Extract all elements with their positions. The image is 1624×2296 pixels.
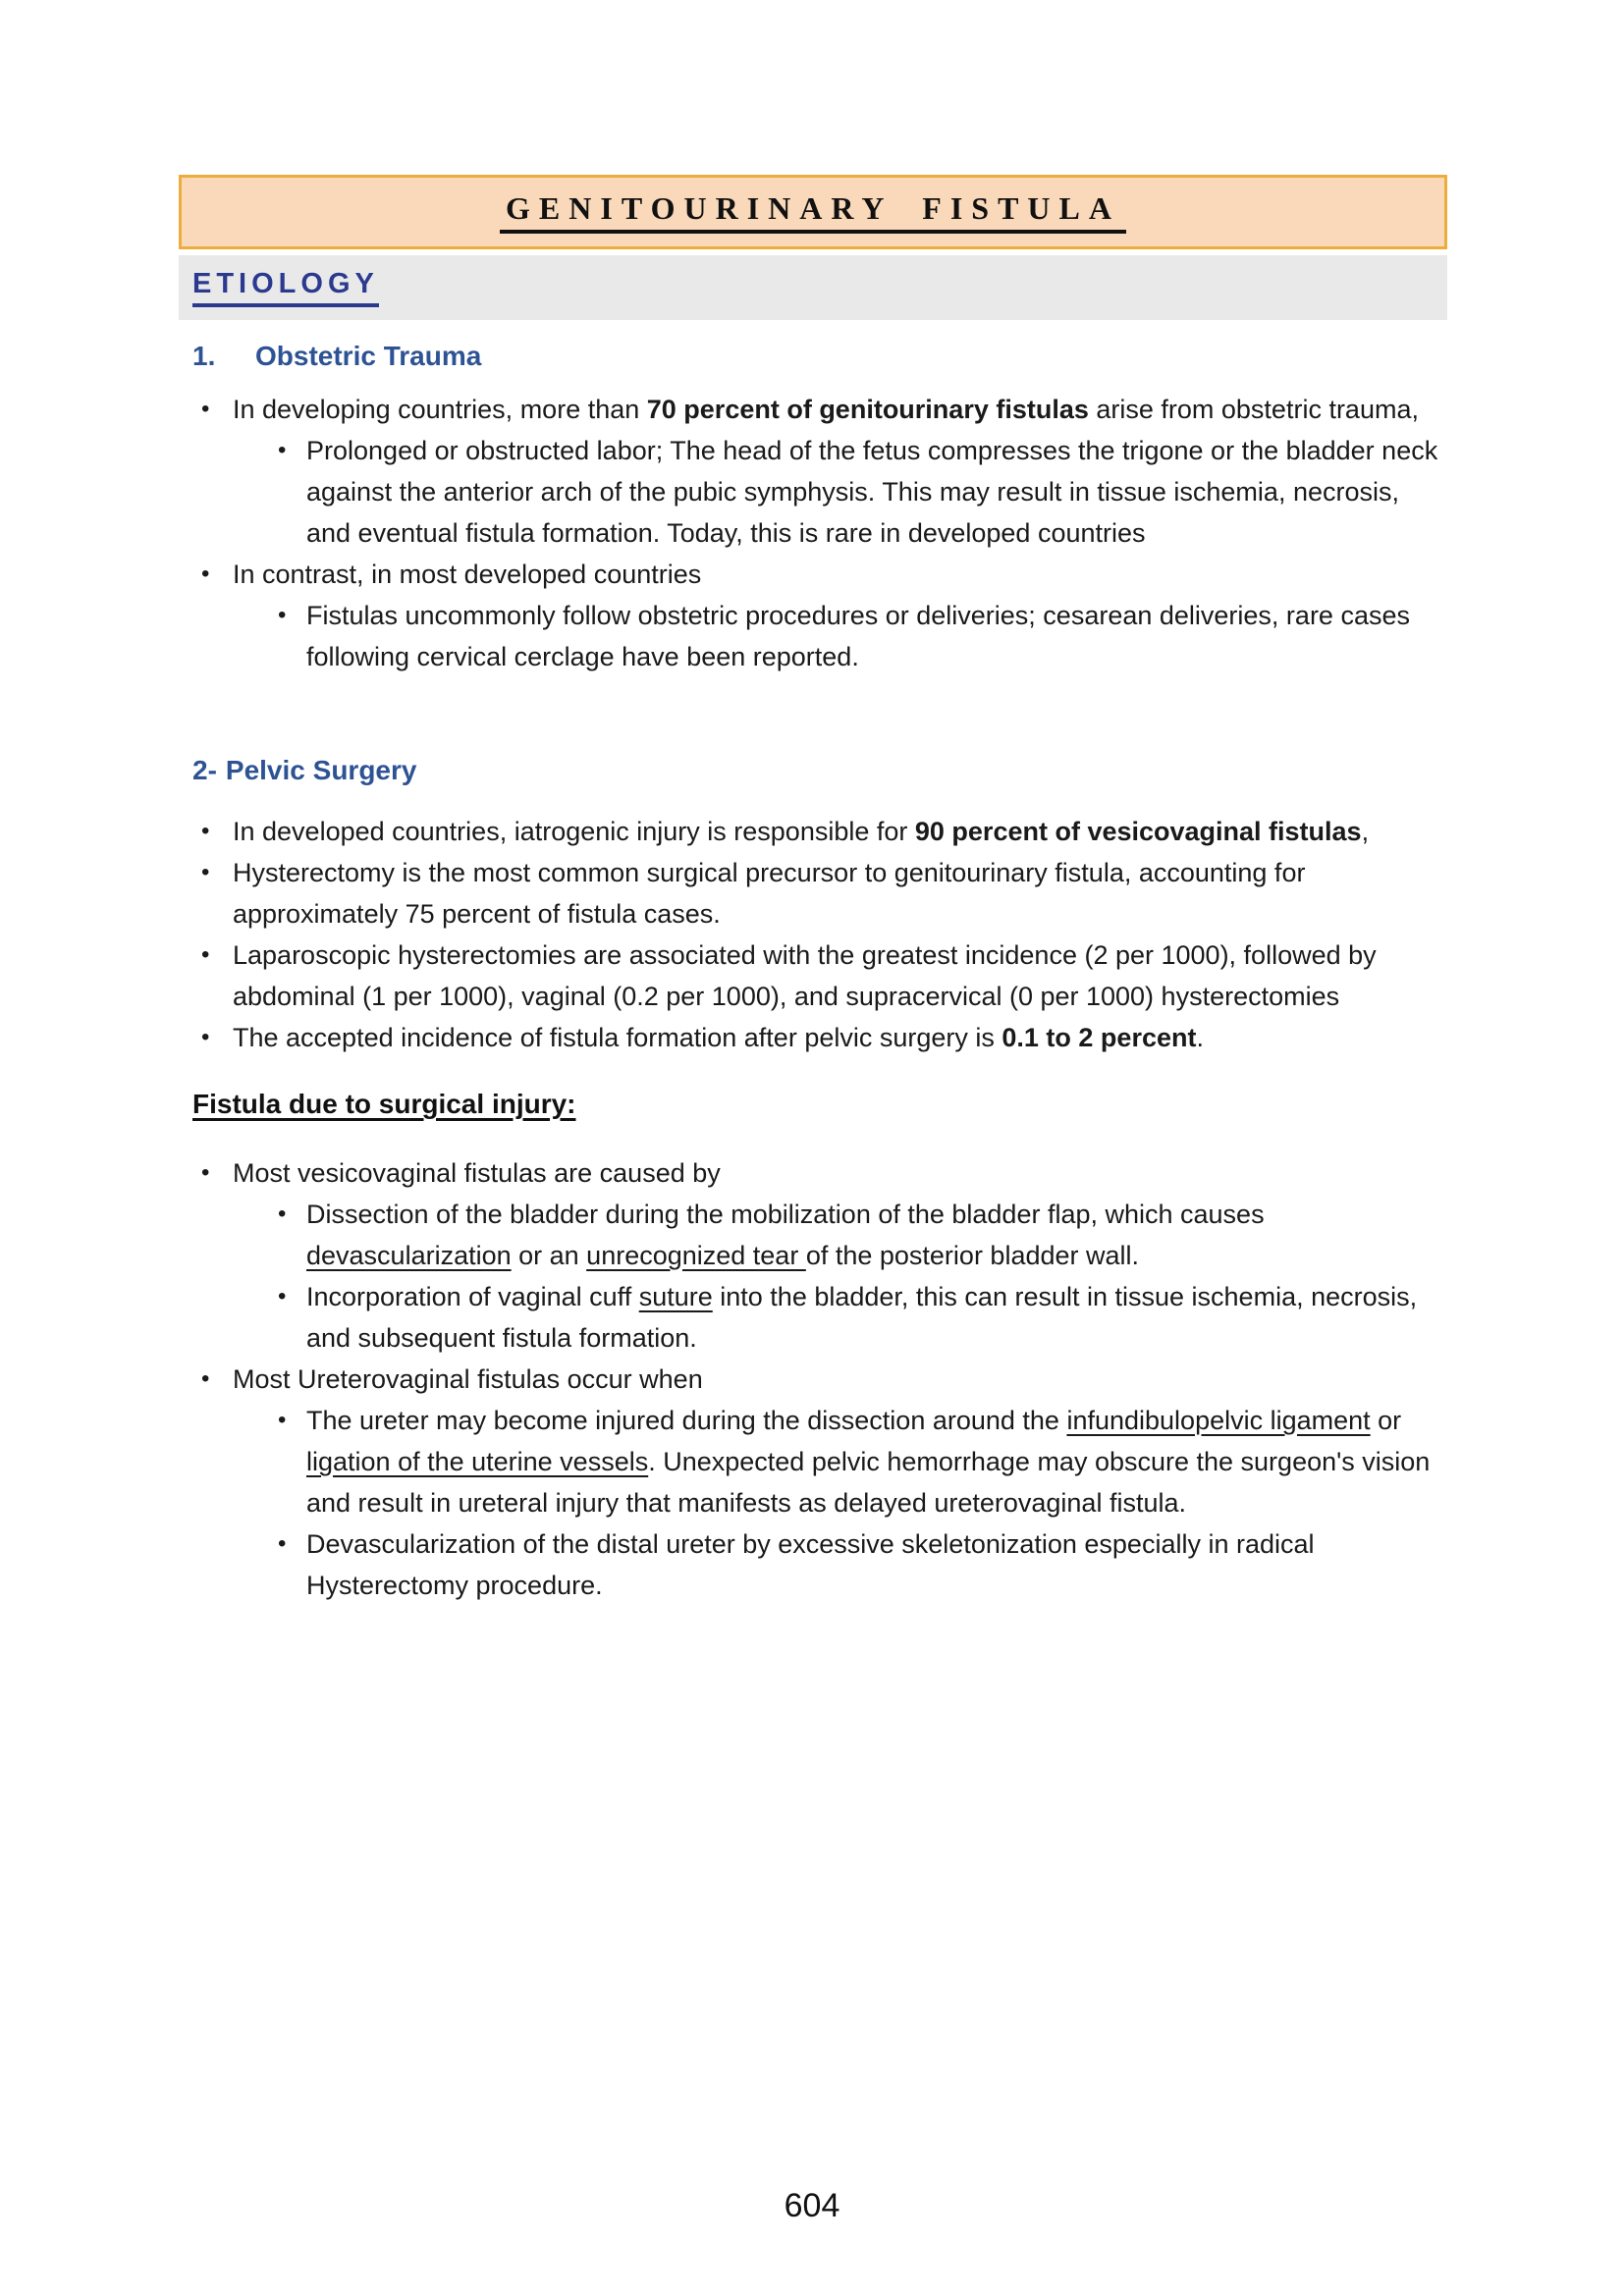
text-segment: In developed countries, iatrogenic injury is responsible for [233, 817, 915, 846]
heading-label: Pelvic Surgery [225, 755, 417, 785]
list-subitem [179, 1194, 1447, 1276]
text-segment-underline: unrecognized tear [586, 1241, 806, 1270]
text-segment-bold: 90 percent of vesicovaginal fistulas [914, 817, 1362, 846]
text-segment: . [1196, 1023, 1204, 1052]
text-segment: Hysterectomy is the most common surgical precursor to genitourinary fistula, accounting for approximately 75 percent of fistula cases. [233, 858, 1306, 929]
text-segment: . Unexpected pelvic hemorrhage may obscure the surgeon's vision and result in ureteral injury that manifests as delayed ureterovaginal fistula. [306, 1447, 1431, 1518]
list-item [179, 934, 1447, 1017]
text-segment: arise from obstetric trauma, [1088, 395, 1419, 424]
text-segment: into the bladder, this can result in tissue ischemia, necrosis, and subsequent fistula formation. [306, 1282, 1418, 1353]
text-segment: Dissection of the bladder during the mobilization of the bladder flap, which causes [306, 1200, 1265, 1229]
text-segment: or [1370, 1406, 1402, 1435]
heading-number: 2- [192, 755, 217, 785]
list-item [179, 389, 1447, 430]
list-item [179, 811, 1447, 852]
pelvic-surgery-list [179, 811, 1447, 1058]
heading-pelvic-surgery [179, 750, 1447, 791]
text-segment: In contrast, in most developed countries [233, 560, 702, 589]
page-number: 604 [784, 2187, 840, 2224]
text-segment: , [1361, 817, 1370, 846]
heading-label: Obstetric Trauma [255, 341, 482, 371]
text-segment-bold: 70 percent of genitourinary fistulas [646, 395, 1089, 424]
list-item [179, 852, 1447, 934]
text-segment: Prolonged or obstructed labor; The head of the fetus compresses the trigone or the bladder neck against the anterior arch of the pubic symphysis. This may result in tissue ischemia, necrosis, and eventual fistula formation. Today, this is rare in developed countries [306, 436, 1438, 548]
text-segment: or an [511, 1241, 587, 1270]
list-item [179, 554, 1447, 595]
list-item [179, 1152, 1447, 1194]
text-segment-bold: 0.1 to 2 percent [1001, 1023, 1197, 1052]
text-segment-underline: suture [638, 1282, 713, 1311]
heading-number: 1. [192, 341, 216, 371]
text-segment: The accepted incidence of fistula formation after pelvic surgery is [233, 1023, 1002, 1052]
list-item [179, 1359, 1447, 1400]
list-subitem [179, 1276, 1447, 1359]
list-subitem [179, 1400, 1447, 1523]
page-title: GENITOURINARY FISTULA [500, 190, 1126, 234]
text-segment: Laparoscopic hysterectomies are associated with the greatest incidence (2 per 1000), followed by abdominal (1 per 1000), vaginal (0.2 per 1000), and supracervical (0 per 1000) hysterectomies [233, 940, 1377, 1011]
heading-obstetric-trauma [179, 336, 1447, 377]
list-subitem [179, 430, 1447, 554]
subheading-surgical-injury: Fistula due to surgical injury: [192, 1089, 576, 1119]
title-banner [179, 175, 1447, 249]
text-segment: of the posterior bladder wall. [805, 1241, 1140, 1270]
text-segment: Devascularization of the distal ureter by excessive skeletonization especially in radical Hysterectomy procedure. [306, 1529, 1315, 1600]
etiology-band [179, 255, 1447, 320]
list-item [179, 1017, 1447, 1058]
text-segment-underline: ligation of the uterine vessels [306, 1447, 649, 1476]
text-segment: In developing countries, more than [233, 395, 647, 424]
text-segment: Fistulas uncommonly follow obstetric procedures or deliveries; cesarean deliveries, rare cases following cervical cerclage have been reported. [306, 601, 1410, 671]
text-segment: Most vesicovaginal fistulas are caused by [233, 1158, 721, 1188]
etiology-heading: ETIOLOGY [192, 268, 379, 307]
text-segment-underline: infundibulopelvic ligament [1066, 1406, 1371, 1435]
surgical-injury-list [179, 1152, 1447, 1606]
list-subitem [179, 1523, 1447, 1606]
list-subitem [179, 595, 1447, 677]
obstetric-trauma-list [179, 389, 1447, 677]
text-segment-underline: devascularization [306, 1241, 512, 1270]
text-segment: Incorporation of vaginal cuff [306, 1282, 639, 1311]
text-segment: The ureter may become injured during the dissection around the [306, 1406, 1067, 1435]
text-segment: Most Ureterovaginal fistulas occur when [233, 1364, 703, 1394]
page-content [179, 0, 1447, 1606]
